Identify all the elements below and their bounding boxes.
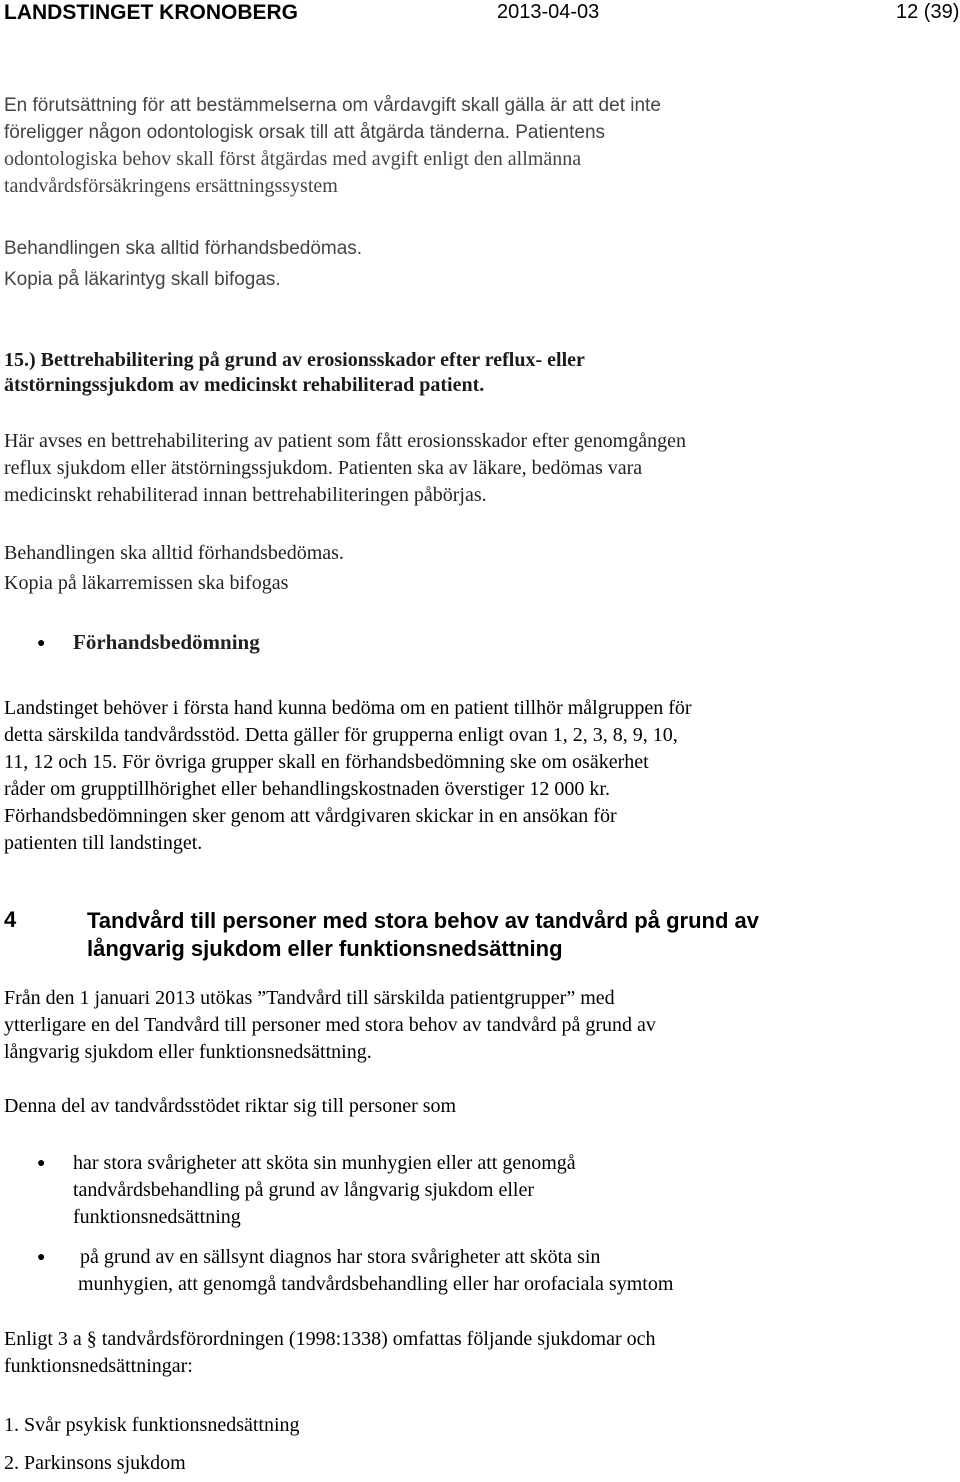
- list-item: [73, 1150, 576, 1231]
- text-line: En förutsättning för att bestämmelserna om vårdavgift skall gälla är att det inte: [4, 95, 661, 116]
- section-4-number: 4: [4, 907, 17, 932]
- text-line: reflux sjukdom eller ätstörningssjukdom. Patienten ska av läkare, bedömas vara: [4, 457, 643, 479]
- bullet-icon: ●: [37, 1156, 46, 1171]
- text-line: Förhandsbedömningen sker genom att vårdgivaren skickar in en ansökan för: [4, 805, 617, 827]
- header-page-number: 12 (39): [896, 1, 960, 23]
- section-15-body: [4, 428, 686, 509]
- list-item: 2. Parkinsons sjukdom: [4, 1452, 186, 1474]
- heading-line: ätstörningssjukdom av medicinskt rehabiliterad patient.: [4, 374, 485, 396]
- text-line: patienten till landstinget.: [4, 832, 203, 854]
- numbered-list: [4, 1406, 300, 1482]
- section-4-heading: [87, 907, 759, 963]
- text-line: Kopia på läkarremissen ska bifogas: [4, 572, 289, 594]
- bullet-icon: ●: [37, 1250, 46, 1265]
- text-line: 11, 12 och 15. För övriga grupper skall en förhandsbedömning ske om osäkerhet: [4, 751, 649, 773]
- text-line: Enligt 3 a § tandvårdsförordningen (1998:1338) omfattas följande sjukdomar och: [4, 1328, 656, 1350]
- header-title: LANDSTINGET KRONOBERG: [4, 1, 298, 24]
- header-date: 2013-04-03: [497, 1, 600, 23]
- section-15-note: [4, 537, 344, 597]
- text-line: detta särskilda tandvårdsstöd. Detta gäller för grupperna enligt ovan 1, 2, 3, 8, 9, 10,: [4, 724, 678, 746]
- text-line: funktionsnedsättningar:: [4, 1355, 193, 1377]
- list-item: [80, 1244, 673, 1298]
- text-line: Landstinget behöver i första hand kunna bedöma om en patient tillhör målgruppen för: [4, 697, 692, 719]
- text-line: odontologiska behov skall först åtgärdas med avgift enligt den allmänna: [4, 148, 582, 170]
- section-4-intro: [4, 985, 656, 1066]
- heading-line: långvarig sjukdom eller funktionsnedsättning: [87, 936, 563, 961]
- prior-assessment-heading: Förhandsbedömning: [73, 630, 260, 654]
- text-line: tandvårdsbehandling på grund av långvarig sjukdom eller: [73, 1179, 534, 1201]
- paragraph-assessment-note: [4, 232, 362, 293]
- text-line: ytterligare en del Tandvård till personer med stora behov av tandvård på grund av: [4, 1014, 656, 1036]
- text-line: munhygien, att genomgå tandvårdsbehandling eller har orofaciala symtom: [78, 1273, 674, 1295]
- text-line: Behandlingen ska alltid förhandsbedömas.: [4, 542, 344, 564]
- list-item: 1. Svår psykisk funktionsnedsättning: [4, 1414, 300, 1436]
- text-line: Kopia på läkarintyg skall bifogas.: [4, 269, 281, 290]
- regulation-paragraph: [4, 1326, 656, 1380]
- text-line: medicinskt rehabiliterad innan bettrehabiliteringen påbörjas.: [4, 484, 487, 506]
- text-line: funktionsnedsättning: [73, 1206, 241, 1228]
- text-line: Från den 1 januari 2013 utökas ”Tandvård till särskilda patientgrupper” med: [4, 987, 615, 1009]
- text-line: tandvårdsförsäkringens ersättningssystem: [4, 175, 338, 197]
- section-15-heading: [4, 348, 585, 398]
- heading-line: Tandvård till personer med stora behov av tandvård på grund av: [87, 908, 759, 933]
- text-line: Här avses en bettrehabilitering av patient som fått erosionsskador efter genomgången: [4, 430, 686, 452]
- target-intro: Denna del av tandvårdsstödet riktar sig till personer som: [4, 1095, 457, 1117]
- text-line: långvarig sjukdom eller funktionsnedsättning.: [4, 1041, 372, 1063]
- heading-line: 15.) Bettrehabilitering på grund av erosionsskador efter reflux- eller: [4, 349, 585, 371]
- bullet-icon: ●: [37, 636, 46, 651]
- prior-assessment-body: [4, 695, 692, 857]
- text-line: på grund av en sällsynt diagnos har stora svårigheter att sköta sin: [80, 1246, 601, 1268]
- text-line: Behandlingen ska alltid förhandsbedömas.: [4, 238, 363, 259]
- paragraph-fee-conditions: [4, 92, 661, 200]
- text-line: föreligger någon odontologisk orsak till att åtgärda tänderna. Patientens: [4, 122, 606, 143]
- text-line: råder om grupptillhörighet eller behandlingskostnaden överstiger 12 000 kr.: [4, 778, 610, 800]
- text-line: har stora svårigheter att sköta sin munhygien eller att genomgå: [73, 1152, 576, 1174]
